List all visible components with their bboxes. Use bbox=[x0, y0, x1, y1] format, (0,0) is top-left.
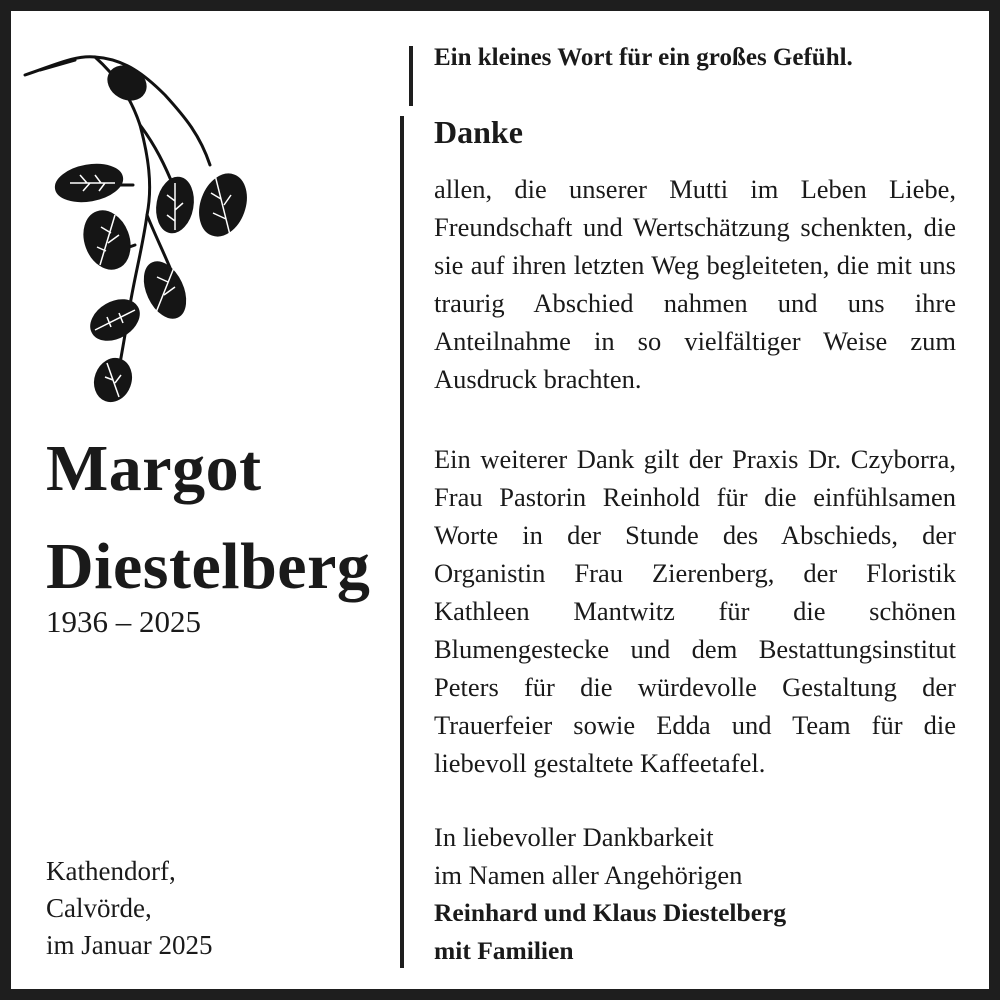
divider-main bbox=[400, 116, 404, 968]
thanks-paragraph-2: Ein weiterer Dank gilt der Praxis Dr. Czyborra, Frau Pastorin Reinhold für die einfühlsamen Worte in der Stunde des Abschieds, der Organistin Frau Zierenberg, der Floristik Kathleen Mantwitz für die schönen Blumengestecke und dem Bestattungsinstitut Peters für die würdevolle Gestaltung der Trauerfeier sowie Edda und Team für die liebevoll gestaltete Kaffeetafel. bbox=[434, 444, 956, 778]
life-years: 1936 – 2025 bbox=[46, 604, 201, 639]
headline: Ein kleines Wort für ein großes Gefühl. bbox=[434, 44, 853, 71]
place-line: Calvörde, bbox=[46, 893, 152, 923]
signature-family: mit Familien bbox=[434, 936, 574, 965]
deceased-first-name: Margot bbox=[46, 432, 262, 505]
place-and-date bbox=[46, 853, 212, 964]
divider-top bbox=[409, 46, 413, 106]
date-line: im Januar 2025 bbox=[46, 930, 213, 960]
leaf-branch-icon bbox=[15, 35, 265, 410]
thanks-paragraph-1: allen, die unserer Mutti im Leben Liebe, Freundschaft und Wertschätzung schenkten, die sie auf ihren letzten Weg begleiteten, die mit uns traurig Abschied nahmen und uns ihre Anteilnahme in so vielfältiger Weise zum Ausdruck brachten. bbox=[434, 174, 956, 394]
place-line: Kathendorf, bbox=[46, 856, 176, 886]
thanks-heading: Danke bbox=[434, 114, 523, 150]
closing-line: im Namen aller Angehörigen bbox=[434, 860, 743, 890]
closing-block bbox=[434, 818, 786, 970]
deceased-last-name: Diestelberg bbox=[46, 530, 371, 603]
closing-line: In liebevoller Dankbarkeit bbox=[434, 822, 714, 852]
signature-names: Reinhard und Klaus Diestelberg bbox=[434, 898, 787, 927]
